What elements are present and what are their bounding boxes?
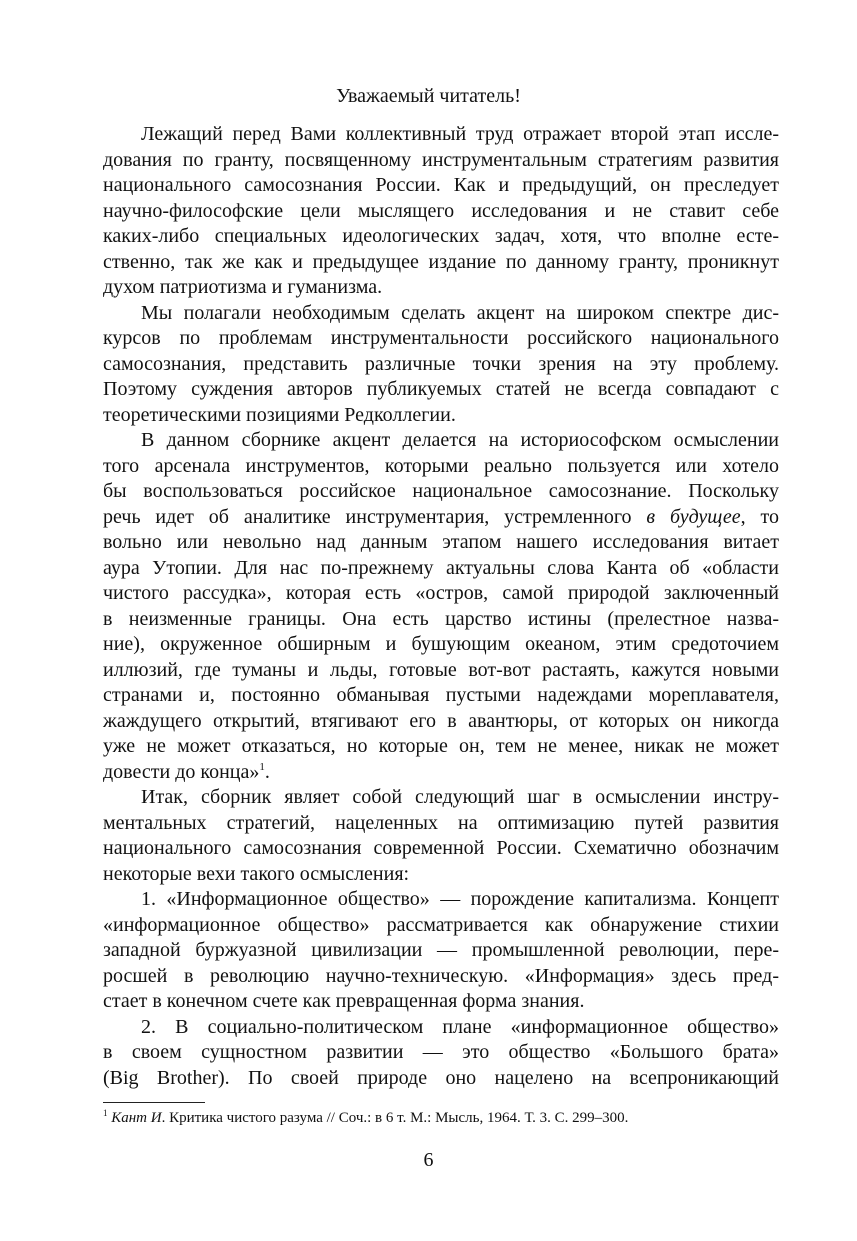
text-line: [103, 505, 779, 531]
text-line: самосознания, представить различные точки зрения на эту проблему.: [103, 352, 779, 375]
text-line: 1. «Информационное общество» — порождение капитализма. Концепт: [141, 888, 779, 910]
footnote-text: . Критика чистого разума // Соч.: в 6 т. М.: Мысль, 1964. Т. 3. С. 299–300.: [161, 1110, 629, 1126]
text-line: жаждущего открытий, втягивают его в авантюры, от которых он никогда: [103, 709, 779, 732]
footnote-mark: 1: [103, 1108, 108, 1118]
text-segment: речь идет об аналитике инструментария, устремленного: [103, 505, 647, 528]
text-line: Итак, сборник являет собой следующий шаг в осмыслении инстру-: [141, 786, 779, 808]
text-line: странами и, постоянно обманывая пустыми надеждами мореплавателя,: [103, 684, 779, 706]
text-line: в неизменные границы. Она есть царство истины (прелестное назва-: [103, 607, 779, 630]
text-line: стает в конечном счете как превращенная форма знания.: [103, 990, 585, 1012]
text-line: национального самосознания России. Как и предыдущий, он преследует: [103, 174, 779, 196]
text-line: аура Утопии. Для нас по-прежнему актуальны слова Канта об «области: [103, 556, 779, 579]
text-line: научно-философские цели мыслящего исследования и не ставит себе: [103, 199, 779, 222]
text-line: того арсенала инструментов, которыми реально пользуется или хотело: [103, 454, 779, 477]
text-line: уже не может отказаться, но которые он, тем не менее, никак не может: [103, 735, 779, 757]
text-line: национального самосознания современной России. Схематично обозначим: [103, 837, 779, 859]
text-line: духом патриотизма и гуманизма.: [103, 276, 383, 298]
text-line: ментальных стратегий, нацеленных на оптимизацию путей развития: [103, 811, 779, 834]
body-text: [103, 122, 779, 1091]
footnote-author: Кант И: [111, 1110, 162, 1126]
text-line: вольно или невольно над данным этапом нашего исследования витает: [103, 531, 779, 553]
text-line: иллюзий, где туманы и льды, готовые вот-вот растаять, кажутся новыми: [103, 658, 779, 681]
text-segment: довести до конца»: [103, 760, 260, 783]
text-line: курсов по проблемам инструментальности российского национального: [103, 327, 779, 349]
footnote-divider: [103, 1102, 205, 1103]
text-line: теоретическими позициями Редколлегии.: [103, 403, 456, 426]
page-number: 6: [423, 1149, 434, 1171]
italic-text: в будущее: [646, 505, 741, 528]
text-line: (Big Brother). По своей природе оно нацелено на всепроникающий: [103, 1066, 779, 1089]
text-line: «информационное общество» рассматривается как обнаружение стихии: [103, 913, 779, 936]
text-line: Поэтому суждения авторов публикуемых статей не всегда совпадают с: [103, 378, 779, 400]
footnote-ref: 1: [259, 760, 265, 773]
text-line: некоторые вехи такого осмысления:: [103, 862, 410, 885]
page-title: Уважаемый читатель!: [336, 85, 521, 107]
text-segment: , то: [740, 505, 779, 528]
text-line: [103, 760, 779, 786]
text-line: дования по гранту, посвященному инструментальным стратегиям развития: [103, 148, 779, 171]
text-line: в своем сущностном развитии — это общество «Большого брата»: [103, 1041, 779, 1063]
text-line: западной буржуазной цивилизации — промышленной революции, пере-: [103, 939, 779, 961]
text-line: 2. В социально-политическом плане «информационное общество»: [141, 1015, 779, 1038]
text-line: бы воспользоваться российское национальное самосознание. Поскольку: [103, 480, 779, 502]
text-line: Мы полагали необходимым сделать акцент на широком спектре дис-: [141, 301, 779, 324]
text-line: ственно, так же как и предыдущее издание по данному гранту, проникнут: [103, 250, 779, 273]
text-line: ние), окруженное обширным и бушующим океаном, этим средоточием: [103, 633, 779, 655]
text-line: В данном сборнике акцент делается на историософском осмыслении: [141, 429, 779, 451]
footnote: [103, 1108, 628, 1128]
text-line: каких-либо специальных идеологических задач, хотя, что вполне есте-: [103, 225, 779, 247]
text-line: росшей в революцию научно-техническую. «Информация» здесь пред-: [103, 964, 779, 987]
text-segment: .: [264, 760, 270, 783]
text-line: чистого рассудка», которая есть «остров, самой природой заключенный: [103, 582, 779, 604]
text-line: Лежащий перед Вами коллективный труд отражает второй этап иссле-: [141, 123, 779, 145]
